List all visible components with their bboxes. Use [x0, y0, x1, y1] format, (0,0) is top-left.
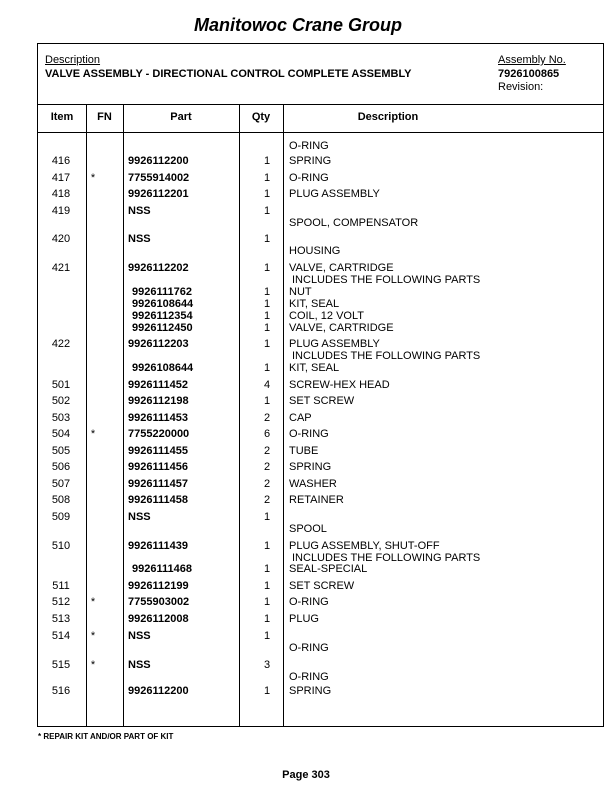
part-number: 9926111455: [128, 445, 188, 457]
part-number: NSS: [128, 630, 151, 642]
quantity: 6: [263, 428, 271, 440]
quantity: 1: [263, 188, 271, 200]
part-number: 7755903002: [128, 596, 190, 608]
item-number: 503: [51, 412, 71, 424]
fn-marker: *: [90, 428, 96, 440]
item-number: 420: [51, 233, 71, 245]
quantity: 1: [263, 286, 271, 298]
column-header-description: Description: [357, 111, 419, 123]
part-number: 9926111457: [128, 478, 188, 490]
assembly-number: 7926100865: [498, 68, 560, 80]
quantity: 1: [263, 362, 271, 374]
item-number: 419: [51, 205, 71, 217]
quantity: 1: [263, 310, 271, 322]
quantity: 1: [263, 596, 271, 608]
part-number: 9926112450: [132, 322, 193, 334]
item-number: 416: [51, 155, 71, 167]
page-title: Manitowoc Crane Group: [193, 15, 402, 35]
part-description: O-RING: [289, 140, 329, 152]
part-number: 9926112198: [128, 395, 189, 407]
item-number: 508: [51, 494, 71, 506]
part-number: 9926111439: [128, 540, 188, 552]
part-description: SPOOL: [289, 523, 327, 535]
part-number: NSS: [128, 659, 151, 671]
quantity: 1: [263, 630, 271, 642]
part-number: 9926108644: [132, 362, 194, 374]
quantity: 2: [263, 478, 271, 490]
part-description: PLUG: [289, 613, 319, 625]
quantity: 1: [263, 511, 271, 523]
item-number: 418: [51, 188, 71, 200]
part-description: PLUG ASSEMBLY, SHUT-OFF: [289, 540, 440, 552]
part-description: COIL, 12 VOLT: [289, 310, 364, 322]
repair-kit-footnote: * REPAIR KIT AND/OR PART OF KIT: [38, 732, 174, 741]
quantity: 1: [263, 540, 271, 552]
part-description: SPRING: [289, 155, 332, 167]
part-description: O-RING: [289, 596, 329, 608]
part-description: NUT: [289, 286, 312, 298]
item-number: 421: [51, 262, 71, 274]
quantity: 2: [263, 412, 271, 424]
part-number: 9926112008: [128, 613, 189, 625]
quantity: 1: [263, 613, 271, 625]
part-number: 9926111458: [128, 494, 188, 506]
revision-caption: Revision:: [498, 81, 544, 93]
assembly-description: VALVE ASSEMBLY - DIRECTIONAL CONTROL COMPLETE ASSEMBLY: [45, 68, 412, 80]
quantity: 2: [263, 494, 271, 506]
part-description: TUBE: [289, 445, 319, 457]
part-number: 9926112200: [128, 685, 189, 697]
item-number: 422: [51, 338, 71, 350]
quantity: 1: [263, 233, 271, 245]
part-number: 9926111453: [128, 412, 188, 424]
part-description: SPRING: [289, 685, 332, 697]
column-header-qty: Qty: [251, 111, 271, 123]
part-description: WASHER: [289, 478, 337, 490]
parts-table-body: [38, 44, 603, 726]
part-description: O-RING: [289, 671, 329, 683]
part-description: PLUG ASSEMBLY: [289, 188, 380, 200]
part-description: RETAINER: [289, 494, 344, 506]
part-description: SCREW-HEX HEAD: [289, 379, 390, 391]
part-description: SET SCREW: [289, 395, 355, 407]
quantity: 1: [263, 322, 271, 334]
quantity: 2: [263, 445, 271, 457]
part-number: 9926108644: [132, 298, 194, 310]
part-description: O-RING: [289, 642, 329, 654]
part-number: NSS: [128, 511, 151, 523]
part-description: CAP: [289, 412, 312, 424]
part-description: O-RING: [289, 172, 329, 184]
part-number: 9926112202: [128, 262, 189, 274]
part-description: SEAL-SPECIAL: [289, 563, 368, 575]
fn-marker: *: [90, 659, 96, 671]
part-description: SPRING: [289, 461, 332, 473]
item-number: 510: [51, 540, 71, 552]
part-number: 9926111452: [128, 379, 188, 391]
item-number: 512: [51, 596, 71, 608]
part-description: O-RING: [289, 428, 329, 440]
quantity: 1: [263, 338, 271, 350]
part-description: PLUG ASSEMBLY: [289, 338, 380, 350]
part-description: HOUSING: [289, 245, 341, 257]
item-number: 505: [51, 445, 71, 457]
part-number: 7755914002: [128, 172, 190, 184]
part-number: NSS: [128, 205, 151, 217]
quantity: 1: [263, 563, 271, 575]
part-description: INCLUDES THE FOLLOWING PARTS: [292, 350, 481, 362]
part-number: 9926111468: [132, 563, 192, 575]
item-number: 509: [51, 511, 71, 523]
quantity: 1: [263, 155, 271, 167]
part-description: KIT, SEAL: [289, 298, 340, 310]
item-number: 511: [52, 580, 70, 592]
fn-marker: *: [90, 172, 96, 184]
quantity: 2: [263, 461, 271, 473]
description-caption: Description: [45, 54, 101, 66]
part-number: 9926112199: [128, 580, 189, 592]
part-description: VALVE, CARTRIDGE: [289, 262, 394, 274]
part-description: INCLUDES THE FOLLOWING PARTS: [292, 274, 481, 286]
quantity: 1: [263, 298, 271, 310]
item-number: 506: [51, 461, 71, 473]
page-number: Page 303: [282, 769, 330, 781]
quantity: 1: [263, 580, 271, 592]
part-description: SET SCREW: [289, 580, 355, 592]
item-number: 417: [51, 172, 71, 184]
quantity: 1: [263, 205, 271, 217]
quantity: 1: [263, 685, 271, 697]
quantity: 4: [263, 379, 271, 391]
part-description: SPOOL, COMPENSATOR: [289, 217, 419, 229]
part-description: KIT, SEAL: [289, 362, 340, 374]
quantity: 1: [263, 262, 271, 274]
item-number: 507: [51, 478, 71, 490]
part-number: 9926112201: [128, 188, 189, 200]
part-number: 7755220000: [128, 428, 190, 440]
item-number: 502: [51, 395, 71, 407]
assembly-number-caption: Assembly No.: [498, 54, 566, 66]
part-number: 9926112200: [128, 155, 189, 167]
parts-list-frame: [37, 43, 604, 727]
item-number: 515: [51, 659, 71, 671]
column-header-part: Part: [170, 111, 192, 123]
quantity: 3: [263, 659, 271, 671]
item-number: 504: [51, 428, 71, 440]
fn-marker: *: [90, 596, 96, 608]
quantity: 1: [263, 395, 271, 407]
part-description: VALVE, CARTRIDGE: [289, 322, 394, 334]
fn-marker: *: [90, 630, 96, 642]
quantity: 1: [263, 172, 271, 184]
item-number: 514: [51, 630, 71, 642]
part-number: 9926112354: [132, 310, 193, 322]
item-number: 516: [51, 685, 71, 697]
part-number: 9926111762: [132, 286, 192, 298]
item-number: 501: [51, 379, 71, 391]
column-header-item: Item: [50, 111, 74, 123]
item-number: 513: [51, 613, 71, 625]
part-number: 9926112203: [128, 338, 189, 350]
part-number: 9926111456: [128, 461, 188, 473]
part-number: NSS: [128, 233, 151, 245]
column-header-fn: FN: [97, 111, 112, 123]
part-description: INCLUDES THE FOLLOWING PARTS: [292, 552, 481, 564]
